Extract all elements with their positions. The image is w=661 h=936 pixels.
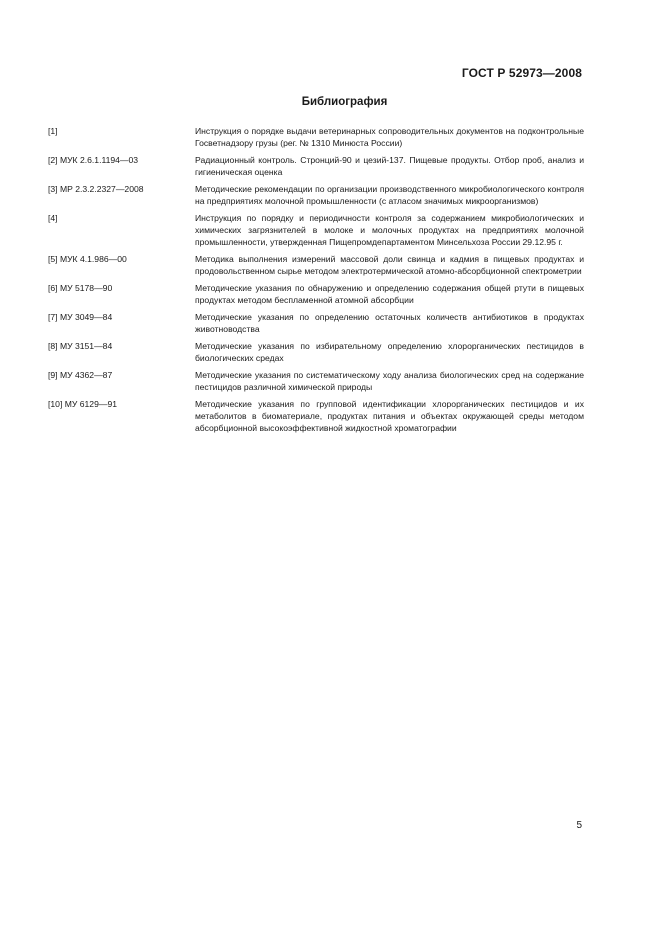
- bibliography-text: Методические указания по обнаружению и определению содержания общей ртути в пищевых продуктах методом беспламенной атомной абсорбции: [195, 283, 584, 305]
- bibliography-entry: [48, 369, 584, 393]
- section-title: Библиография: [301, 96, 388, 108]
- bibliography-ref: [4]: [48, 213, 58, 223]
- bibliography-text: Методические рекомендации по организации производственного микробиологического контроля на предприятиях молочной промышленности (с атласом значимых микроорганизмов): [195, 184, 584, 206]
- bibliography-ref: [5] МУК 4.1.986—00: [48, 254, 127, 264]
- bibliography-text: Инструкция о порядке выдачи ветеринарных сопроводительных документов на подконтрольные Госветнадзору грузы (рег. № 1310 Минюста России): [195, 126, 584, 148]
- bibliography-entry: [48, 282, 584, 306]
- bibliography-entry: [48, 398, 584, 434]
- page-number: 5: [576, 820, 582, 831]
- bibliography-text: Методические указания по систематическому ходу анализа биологических сред на содержание пестицидов различной химической природы: [195, 370, 584, 392]
- bibliography-entry: [48, 125, 584, 149]
- bibliography-list: [48, 125, 584, 439]
- bibliography-entry: [48, 183, 584, 207]
- bibliography-ref: [2] МУК 2.6.1.1194—03: [48, 155, 139, 165]
- bibliography-entry: [48, 253, 584, 277]
- bibliography-entry: [48, 154, 584, 178]
- bibliography-ref: [10] МУ 6129—91: [48, 399, 117, 409]
- bibliography-ref: [3] МР 2.3.2.2327—2008: [48, 184, 144, 194]
- bibliography-text: Методические указания по определению остаточных количеств антибиотиков в продуктах животноводства: [195, 312, 584, 334]
- bibliography-entry: [48, 311, 584, 335]
- document-code: ГОСТ Р 52973—2008: [461, 66, 582, 80]
- bibliography-text: Методика выполнения измерений массовой доли свинца и кадмия в пищевых продуктах и продовольственном сырье методом электротермической атомно-абсорбционной спектрометрии: [195, 254, 584, 276]
- bibliography-ref: [7] МУ 3049—84: [48, 312, 113, 322]
- bibliography-text: Радиационный контроль. Стронций-90 и цезий-137. Пищевые продукты. Отбор проб, анализ и гигиеническая оценка: [195, 155, 584, 177]
- bibliography-text: Методические указания по групповой идентификации хлорорганических пестицидов и их метаболитов в биоматериале, продуктах питания и объектах окружающей среды методом абсорбционной высокоэффективной жидкостной хроматографии: [195, 399, 584, 433]
- bibliography-text: Методические указания по избирательному определению хлорорганических пестицидов в биологических средах: [195, 341, 584, 363]
- bibliography-entry: [48, 212, 584, 248]
- bibliography-entry: [48, 340, 584, 364]
- bibliography-ref: [1]: [48, 126, 58, 136]
- bibliography-ref: [8] МУ 3151—84: [48, 341, 113, 351]
- bibliography-ref: [9] МУ 4362—87: [48, 370, 113, 380]
- bibliography-text: Инструкция по порядку и периодичности контроля за содержанием микробиологических и химических загрязнителей в молоке и молочных продуктах на предприятиях молочной промышленности, утвержденная Пищепромдепартаментом Минсельхоза России 29.12.95 г.: [195, 213, 584, 247]
- bibliography-ref: [6] МУ 5178—90: [48, 283, 113, 293]
